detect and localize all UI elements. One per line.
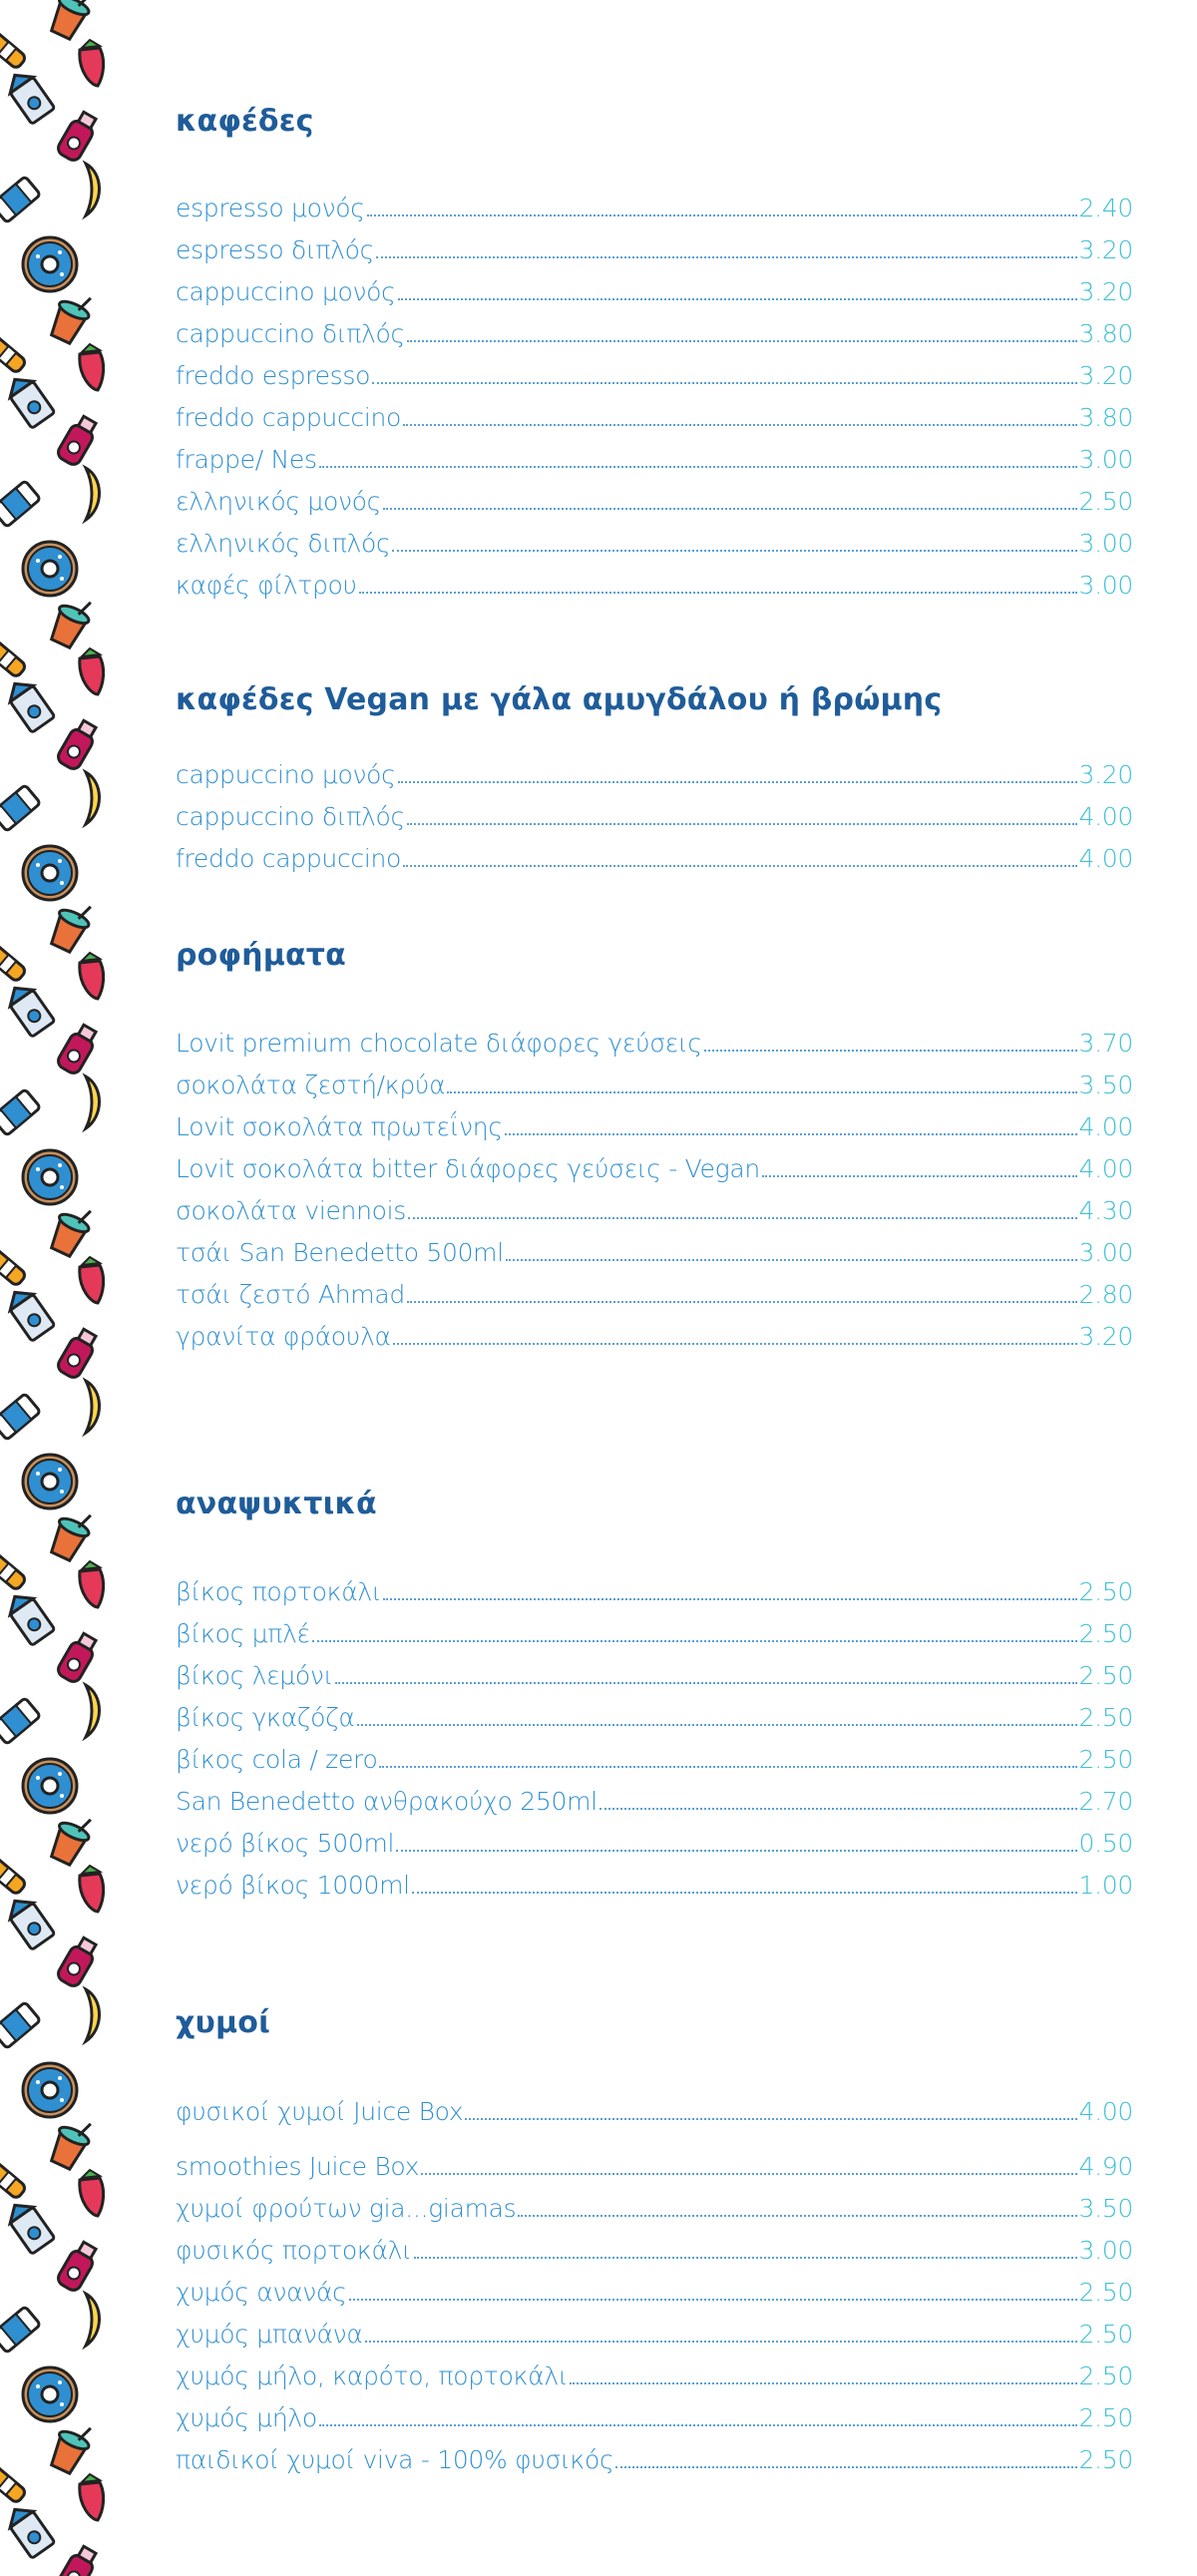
dotted-leader	[319, 466, 1077, 468]
menu-item	[176, 1825, 1133, 1859]
item-price: 3.80	[1078, 403, 1133, 432]
dotted-leader	[518, 2215, 1076, 2217]
dotted-leader	[403, 424, 1077, 426]
item-name: cappuccino μονός	[176, 277, 396, 306]
dotted-leader	[762, 1175, 1077, 1177]
item-name: νερό βίκος 500ml	[176, 1829, 395, 1858]
menu-item	[176, 1025, 1133, 1059]
dotted-leader	[505, 1133, 1077, 1135]
menu-item	[176, 1150, 1133, 1184]
item-price: 2.50	[1078, 1703, 1133, 1732]
dotted-leader	[372, 382, 1076, 384]
item-name: cappuccino διπλός	[176, 802, 405, 831]
menu-item	[176, 2232, 1133, 2266]
item-price: 2.50	[1078, 1661, 1133, 1690]
menu-item	[176, 1657, 1133, 1691]
item-price: 2.80	[1078, 1280, 1133, 1309]
item-price: 2.50	[1078, 2320, 1133, 2349]
menu-item	[176, 1067, 1133, 1100]
item-name: ελληνικός μονός	[176, 487, 381, 516]
item-name: cappuccino διπλός	[176, 319, 405, 348]
dotted-leader	[704, 1050, 1077, 1052]
item-name: βίκος πορτοκάλι	[176, 1577, 382, 1606]
item-price: 3.20	[1078, 760, 1133, 789]
menu-item	[176, 2358, 1133, 2391]
item-name: espresso διπλός	[176, 235, 374, 264]
item-name: καφές φίλτρου	[176, 571, 357, 600]
menu-item	[176, 2148, 1133, 2182]
item-price: 2.40	[1078, 194, 1133, 222]
item-name: frappe/ Nes	[176, 445, 317, 474]
item-price: 4.00	[1078, 802, 1133, 831]
dotted-leader	[396, 1850, 1076, 1852]
item-name: Lovit σοκολάτα πρωτεΐνης	[176, 1112, 503, 1141]
dotted-leader	[465, 2118, 1076, 2120]
item-price: 3.50	[1078, 2194, 1133, 2223]
item-name: τσάι ζεστό Ahmad	[176, 1280, 405, 1309]
item-name: freddo espresso	[176, 361, 371, 390]
section-title-beverages: ροφήματα	[176, 938, 346, 973]
menu-item	[176, 2441, 1133, 2475]
item-price: 3.00	[1078, 445, 1133, 474]
menu-item	[176, 1276, 1133, 1310]
dotted-leader	[447, 1091, 1076, 1093]
dotted-leader	[367, 215, 1077, 216]
item-name: freddo cappuccino	[176, 403, 402, 432]
item-name: cappuccino μονός	[176, 760, 396, 789]
item-price: 3.20	[1078, 1322, 1133, 1351]
item-name: Lovit premium chocolate διάφορες γεύσεις	[176, 1029, 702, 1058]
dotted-leader	[392, 550, 1076, 552]
menu-item	[176, 1318, 1133, 1352]
menu-item	[176, 190, 1133, 223]
dotted-leader	[398, 298, 1077, 300]
item-price: 2.50	[1078, 1745, 1133, 1774]
menu-item	[176, 273, 1133, 307]
item-name: χυμός μπανάνα	[176, 2320, 363, 2349]
dotted-leader	[599, 1808, 1077, 1810]
item-price: 4.30	[1078, 1196, 1133, 1225]
dotted-leader	[383, 508, 1077, 510]
dotted-leader	[615, 2466, 1076, 2468]
dotted-leader	[312, 1640, 1077, 1642]
item-price: 3.50	[1078, 1071, 1133, 1099]
item-price: 2.50	[1078, 2361, 1133, 2390]
menu-item	[176, 357, 1133, 391]
item-price: 4.00	[1078, 1154, 1133, 1183]
item-price: 3.20	[1078, 235, 1133, 264]
item-price: 2.50	[1078, 1577, 1133, 1606]
dotted-leader	[407, 1301, 1077, 1303]
dotted-leader	[365, 2341, 1077, 2343]
item-price: 0.50	[1078, 1829, 1133, 1858]
item-name: βίκος λεμόνι	[176, 1661, 333, 1690]
section-title-soft-drinks: αναψυκτικά	[176, 1487, 377, 1521]
dotted-leader	[414, 2257, 1077, 2259]
dotted-leader	[407, 340, 1077, 342]
item-price: 3.20	[1078, 361, 1133, 390]
item-price: 4.00	[1078, 844, 1133, 873]
dotted-leader	[393, 1343, 1077, 1345]
section-title-juices: χυμοί	[176, 2005, 270, 2040]
dotted-leader	[376, 256, 1077, 258]
item-price: 3.00	[1078, 1238, 1133, 1267]
dotted-leader	[319, 2424, 1077, 2426]
dotted-leader	[403, 865, 1077, 867]
item-price: 3.00	[1078, 529, 1133, 558]
menu-item	[176, 567, 1133, 601]
menu-item	[176, 2316, 1133, 2350]
item-name: χυμός ανανάς	[176, 2278, 347, 2307]
item-name: νερό βίκος 1000ml	[176, 1871, 410, 1900]
item-name: χυμός μήλο, καρότο, πορτοκάλι	[176, 2361, 569, 2390]
dotted-leader	[412, 1892, 1077, 1894]
item-price: 4.90	[1078, 2152, 1133, 2181]
item-price: 2.70	[1078, 1787, 1133, 1816]
menu-item	[176, 525, 1133, 559]
item-price: 4.00	[1078, 2097, 1133, 2126]
menu-item	[176, 1741, 1133, 1775]
item-price: 3.20	[1078, 277, 1133, 306]
menu-item	[176, 1192, 1133, 1226]
item-name: χυμός μήλο	[176, 2403, 317, 2432]
section-title-coffee: καφέδες	[176, 104, 314, 139]
item-name: ελληνικός διπλός	[176, 529, 391, 558]
item-name: φυσικοί χυμοί Juice Box	[176, 2097, 464, 2126]
item-name: σοκολάτα ζεστή/κρύα	[176, 1071, 446, 1099]
menu-item	[176, 483, 1133, 517]
item-name: γρανίτα φράουλα	[176, 1322, 391, 1351]
item-price: 3.00	[1078, 2236, 1133, 2265]
item-name: σοκολάτα viennois	[176, 1196, 407, 1225]
menu-item	[176, 2190, 1133, 2224]
item-name: βίκος cola / zero	[176, 1745, 378, 1774]
dotted-leader	[570, 2382, 1076, 2384]
dotted-leader	[398, 781, 1077, 783]
menu-item	[176, 756, 1133, 790]
menu-item	[176, 1699, 1133, 1733]
menu-item	[176, 441, 1133, 475]
menu-item	[176, 231, 1133, 265]
item-name: φυσικός πορτοκάλι	[176, 2236, 412, 2265]
item-price: 3.80	[1078, 319, 1133, 348]
item-name: Lovit σοκολάτα bitter διάφορες γεύσεις - Vegan	[176, 1154, 760, 1183]
dotted-leader	[407, 823, 1077, 825]
dotted-leader	[335, 1682, 1077, 1684]
dotted-leader	[506, 1259, 1077, 1261]
item-name: βίκος γκαζόζα	[176, 1703, 355, 1732]
item-price: 3.00	[1078, 571, 1133, 600]
section-title-vegan-coffee: καφέδες Vegan με γάλα αμυγδάλου ή βρώμης	[176, 682, 943, 717]
item-price: 2.50	[1078, 487, 1133, 516]
item-name: espresso μονός	[176, 194, 365, 222]
menu-item	[176, 1573, 1133, 1607]
menu-item	[176, 2399, 1133, 2433]
dotted-leader	[408, 1217, 1077, 1219]
dotted-leader	[357, 1724, 1077, 1726]
menu-item	[176, 1234, 1133, 1268]
menu-item	[176, 2093, 1133, 2127]
menu-item	[176, 1867, 1133, 1901]
menu-item	[176, 315, 1133, 349]
item-price: 2.50	[1078, 2403, 1133, 2432]
menu-item	[176, 1783, 1133, 1817]
item-price: 1.00	[1078, 1871, 1133, 1900]
menu-item	[176, 399, 1133, 433]
menu-item	[176, 1615, 1133, 1649]
menu-item	[176, 840, 1133, 874]
dotted-leader	[359, 592, 1077, 594]
dotted-leader	[421, 2173, 1076, 2175]
item-price: 2.50	[1078, 1619, 1133, 1648]
item-price: 2.50	[1078, 2445, 1133, 2474]
dotted-leader	[383, 1598, 1076, 1600]
item-name: βίκος μπλέ	[176, 1619, 310, 1648]
menu-item	[176, 1108, 1133, 1142]
item-name: χυμοί φρούτων gia...giamas	[176, 2194, 517, 2223]
menu-item	[176, 2274, 1133, 2308]
item-name: freddo cappuccino	[176, 844, 402, 873]
item-name: San Benedetto ανθρακούχο 250ml	[176, 1787, 598, 1816]
item-price: 2.50	[1078, 2278, 1133, 2307]
item-price: 3.70	[1078, 1029, 1133, 1058]
dotted-leader	[349, 2299, 1077, 2301]
dotted-leader	[379, 1766, 1076, 1768]
item-name: τσάι San Benedetto 500ml	[176, 1238, 504, 1267]
item-name: παιδικοί χυμοί viva - 100% φυσικός	[176, 2445, 614, 2474]
menu-item	[176, 798, 1133, 832]
item-name: smoothies Juice Box	[176, 2152, 420, 2181]
food-icon-pattern-strip	[0, 0, 105, 2576]
item-price: 4.00	[1078, 1112, 1133, 1141]
